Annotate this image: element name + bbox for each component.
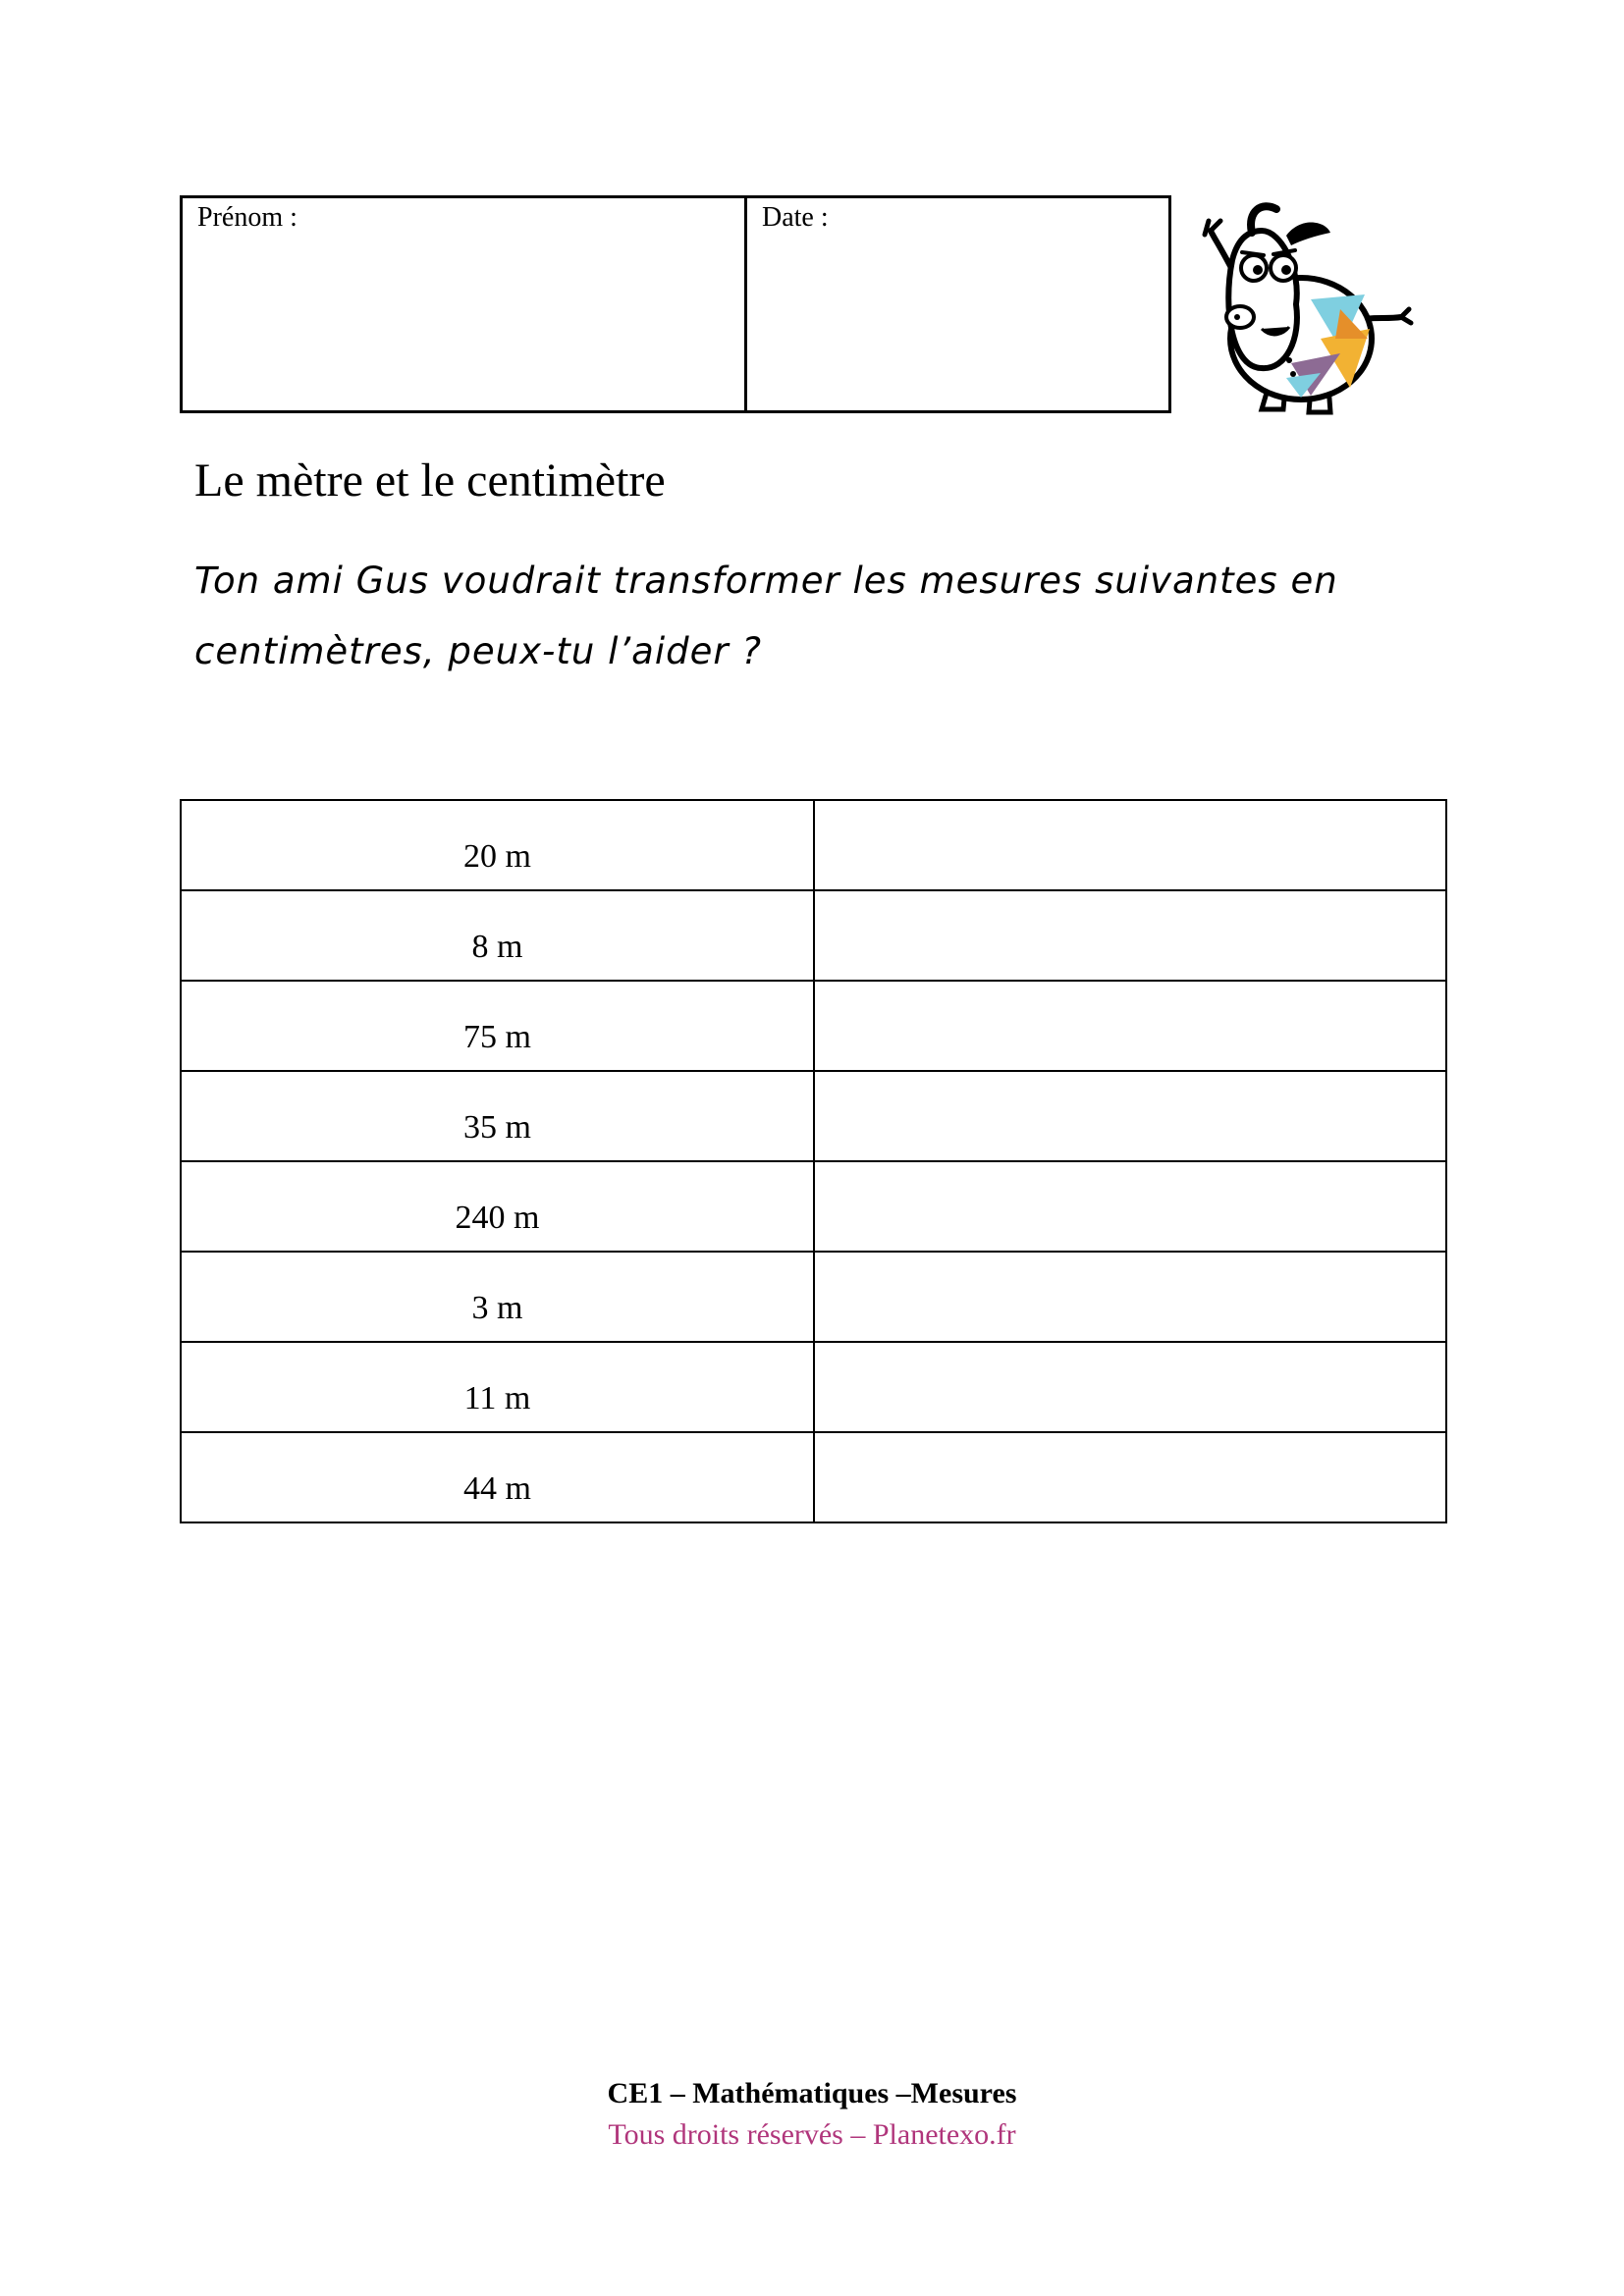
- footer-copyright: Tous droits réservés – Planetexo.fr: [608, 2118, 1016, 2151]
- table-row: [181, 1161, 1446, 1252]
- table-row: [181, 1071, 1446, 1161]
- measure-cell: 75 m: [181, 981, 814, 1071]
- table-row: [181, 1432, 1446, 1522]
- measure-cell: 8 m: [181, 890, 814, 981]
- student-info-box: [180, 195, 1171, 413]
- measure-cell: 11 m: [181, 1342, 814, 1432]
- answer-cell[interactable]: [814, 1432, 1446, 1522]
- conversion-table: [180, 799, 1447, 1523]
- exercise-instruction: Ton ami Gus voudrait transformer les mesures suivantes en centimètres, peux-tu l’aider ?: [194, 560, 1338, 672]
- measure-cell: 35 m: [181, 1071, 814, 1161]
- name-label: Prénom :: [197, 202, 298, 233]
- answer-cell[interactable]: [814, 1342, 1446, 1432]
- answer-cell[interactable]: [814, 1161, 1446, 1252]
- answer-cell[interactable]: [814, 890, 1446, 981]
- table-row: [181, 1252, 1446, 1342]
- measure-cell: 44 m: [181, 1432, 814, 1522]
- measure-cell: 20 m: [181, 800, 814, 890]
- table-row: [181, 890, 1446, 981]
- name-field[interactable]: [183, 198, 747, 410]
- answer-cell[interactable]: [814, 1252, 1446, 1342]
- table-row: [181, 981, 1446, 1071]
- answer-cell[interactable]: [814, 1071, 1446, 1161]
- table-row: [181, 800, 1446, 890]
- date-field[interactable]: [747, 198, 1168, 410]
- footer-course: CE1 – Mathématiques –Mesures: [607, 2077, 1017, 2109]
- page-title: Le mètre et le centimètre: [194, 454, 666, 507]
- table-row: [181, 1342, 1446, 1432]
- measure-cell: 240 m: [181, 1161, 814, 1252]
- answer-cell[interactable]: [814, 800, 1446, 890]
- date-label: Date :: [762, 202, 829, 233]
- answer-cell[interactable]: [814, 981, 1446, 1071]
- measure-cell: 3 m: [181, 1252, 814, 1342]
- sheep-mascot-icon: [1193, 191, 1419, 422]
